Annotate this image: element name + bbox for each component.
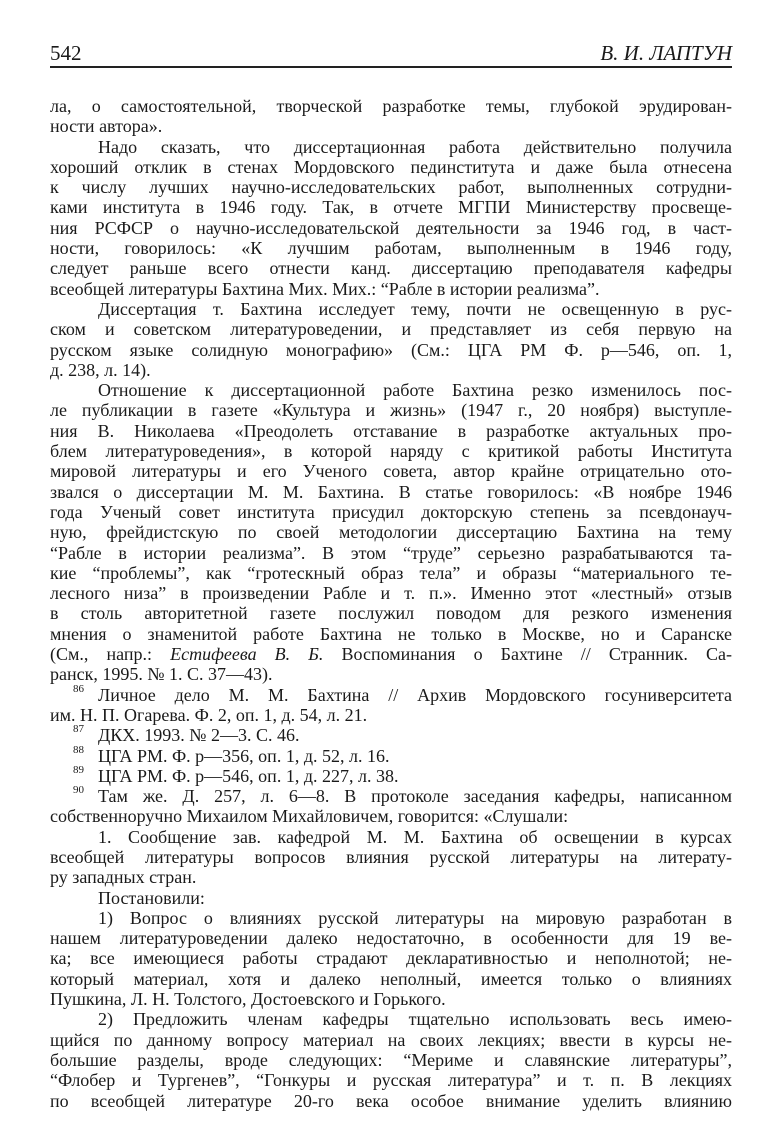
text-line (50, 441, 732, 461)
line-text: щийся по данному вопросу материал на своих лекциях; ввести в курсы не- (50, 1029, 732, 1050)
line-text: 1) Вопрос о влияниях русской литературы на мировую разработан в (98, 907, 732, 928)
line-text: ности, говорилось: «К лучшим работам, выполненным в 1946 году, (50, 238, 732, 259)
running-header (50, 38, 732, 66)
line-text: (См., напр.: (50, 644, 171, 665)
text-line (50, 948, 732, 968)
text-line (50, 197, 732, 217)
line-text: в столь авторитетной газете послужил поводом для резкого изменения (50, 603, 732, 624)
text-line (50, 1050, 732, 1070)
text-line (50, 502, 732, 522)
line-text: мнения о знаменитой работе Бахтина не только в Москве, но и Саранске (50, 623, 732, 644)
italic-author-name: Естифеева В. Б. (170, 644, 324, 665)
footnote-line (50, 763, 732, 786)
text-line (50, 624, 732, 644)
text-line (50, 340, 732, 360)
line-text: мировой литературы и его Ученого совета, автор крайне отрицательно ото- (50, 461, 732, 482)
text-line (50, 421, 732, 441)
line-text: хороший отклик в стенах Мордовского пединститута и даже была отнесена (50, 156, 732, 177)
text-line (50, 583, 732, 603)
text-line (50, 847, 732, 867)
page-number: 542 (50, 41, 82, 65)
text-line (50, 888, 732, 908)
header-rule (50, 66, 732, 68)
footnote-line (50, 682, 732, 705)
footnote-number: 89 (73, 763, 84, 776)
text-line (50, 1009, 732, 1029)
text-line (50, 806, 732, 826)
text-line (50, 482, 732, 502)
line-text: лесного низа” в произведении Рабле и т. п.». Именно этот «лестный» отзыв (50, 583, 732, 604)
text-line (50, 1091, 732, 1111)
line-text: года Ученый совет института присудил докторскую степень за псевдонауч- (50, 501, 732, 522)
line-text: собственноручно Михаилом Михайловичем, говорится: «Слушали: (50, 806, 569, 827)
text-line (50, 116, 732, 136)
text-line (50, 908, 732, 928)
text-line (50, 705, 732, 725)
footnote-number: 86 (73, 682, 84, 695)
line-text: Диссертация т. Бахтина исследует тему, почти не освещенную в рус- (98, 298, 732, 319)
text-line (50, 218, 732, 238)
line-text: русском языке солидную монографию» (См.: ЦГА РМ Ф. р—546, оп. 1, (50, 339, 732, 360)
line-text: ском и советском литературоведении, и представляет из себя первую на (50, 319, 732, 340)
line-text: всеобщей литературы вопросов влияния русской литературы на литерату- (50, 846, 732, 867)
text-line (50, 380, 732, 400)
text-line (50, 928, 732, 948)
text-line (50, 279, 732, 299)
footnote-line (50, 786, 732, 806)
footnote-line (50, 743, 732, 766)
line-text: Отношение к диссертационной работе Бахтина резко изменилось пос- (98, 380, 732, 401)
line-text: нашем литературоведении далеко недостаточно, в особенности для 19 ве- (50, 928, 732, 949)
line-text: к числу лучших научно-исследовательских работ, выполненных сотрудни- (50, 177, 732, 198)
footnote-number: 88 (73, 743, 84, 756)
line-text: Постановили: (98, 887, 205, 908)
line-text: ния РСФСР о научно-исследовательской деятельности за 1946 год, в част- (50, 217, 732, 238)
text-line (50, 563, 732, 583)
line-text: блем литературоведения», в которой наряду с критикой работы Института (50, 441, 732, 462)
line-text: ка; все имеющиеся работы страдают декларативностью и неполнотой; не- (50, 948, 732, 969)
text-line (50, 299, 732, 319)
text-line (50, 1070, 732, 1090)
line-text: следует раньше всего отнести канд. диссертацию преподавателя кафедры (50, 258, 732, 279)
line-text: по всеобщей литературе 20-го века особое внимание уделить влиянию (50, 1090, 732, 1111)
line-text: 1. Сообщение зав. кафедрой М. М. Бахтина об освещении в курсах (98, 826, 732, 847)
line-text: ности автора». (50, 116, 163, 137)
line-text: Личное дело М. М. Бахтина // Архив Мордовского госуниверситета (98, 684, 732, 705)
text-line (50, 319, 732, 339)
line-text: “Флобер и Тургенев”, “Гонкуры и русская литература” и т. п. В лекциях (50, 1070, 732, 1091)
page-body-text (50, 96, 732, 1111)
text-line (50, 644, 732, 664)
line-text: который материал, хотя и далеко неполный, имеется только о влияниях (50, 968, 732, 989)
text-line (50, 400, 732, 420)
text-line (50, 1030, 732, 1050)
line-text: ДКХ. 1993. № 2—3. С. 46. (98, 725, 300, 746)
line-text: звался о диссертации М. М. Бахтина. В статье говорилось: «В ноябре 1946 (50, 481, 732, 502)
text-line (50, 258, 732, 278)
text-line (50, 969, 732, 989)
text-line (50, 664, 732, 684)
line-text: ле публикации в газете «Культура и жизнь» (1947 г., 20 ноября) выступле- (50, 400, 732, 421)
line-text: ру западных стран. (50, 867, 197, 888)
line-text: ранск, 1995. № 1. С. 37—43). (50, 664, 273, 685)
text-line (50, 157, 732, 177)
line-text: ния В. Николаева «Преодолеть отставание в разработке актуальных про- (50, 420, 732, 441)
footnote-number: 87 (73, 723, 84, 736)
line-text: Надо сказать, что диссертационная работа действительно получила (98, 136, 732, 157)
text-line (50, 543, 732, 563)
text-line (50, 96, 732, 116)
text-line (50, 522, 732, 542)
text-line (50, 360, 732, 380)
line-text: ками института в 1946 году. Так, в отчете МГПИ Министерству просвеще- (50, 197, 732, 218)
text-line (50, 461, 732, 481)
text-line (50, 238, 732, 258)
line-text: кие “проблемы”, как “гротескный образ тела” и образы “материального те- (50, 562, 732, 583)
text-line (50, 867, 732, 887)
text-line (50, 603, 732, 623)
text-line (50, 827, 732, 847)
text-line (50, 989, 732, 1009)
line-text: ную, фрейдистскую по своей методологии диссертацию Бахтина на тему (50, 522, 732, 543)
line-text: большие разделы, вроде следующих: “Мериме и славянские литературы”, (50, 1049, 732, 1070)
line-text: ла, о самостоятельной, творческой разработке темы, глубокой эрудирован- (50, 96, 732, 116)
line-text: им. Н. П. Огарева. Ф. 2, оп. 1, д. 54, л. 21. (50, 704, 368, 725)
line-text: д. 238, л. 14). (50, 359, 151, 380)
line-text: ЦГА РМ. Ф. р—356, оп. 1, д. 52, л. 16. (98, 745, 390, 766)
line-text: всеобщей литературы Бахтина Мих. Мих.: “Рабле в истории реализма”. (50, 278, 600, 299)
running-head-author: В. И. ЛАПТУН (600, 41, 732, 65)
line-text: 2) Предложить членам кафедры тщательно использовать весь имею- (98, 1009, 732, 1030)
text-line (50, 177, 732, 197)
text-line (50, 137, 732, 157)
line-text: Воспоминания о Бахтине // Странник. Са- (323, 644, 732, 665)
line-text: “Рабле в истории реализма”. В этом “труде” серьезно разрабатываются та- (50, 542, 732, 563)
line-text: Пушкина, Л. Н. Толстого, Достоевского и Горького. (50, 989, 446, 1010)
footnote-line (50, 725, 732, 745)
line-text: ЦГА РМ. Ф. р—546, оп. 1, д. 227, л. 38. (98, 765, 399, 786)
line-text: Там же. Д. 257, л. 6—8. В протоколе заседания кафедры, написанном (98, 786, 732, 807)
footnote-number: 90 (73, 784, 84, 797)
